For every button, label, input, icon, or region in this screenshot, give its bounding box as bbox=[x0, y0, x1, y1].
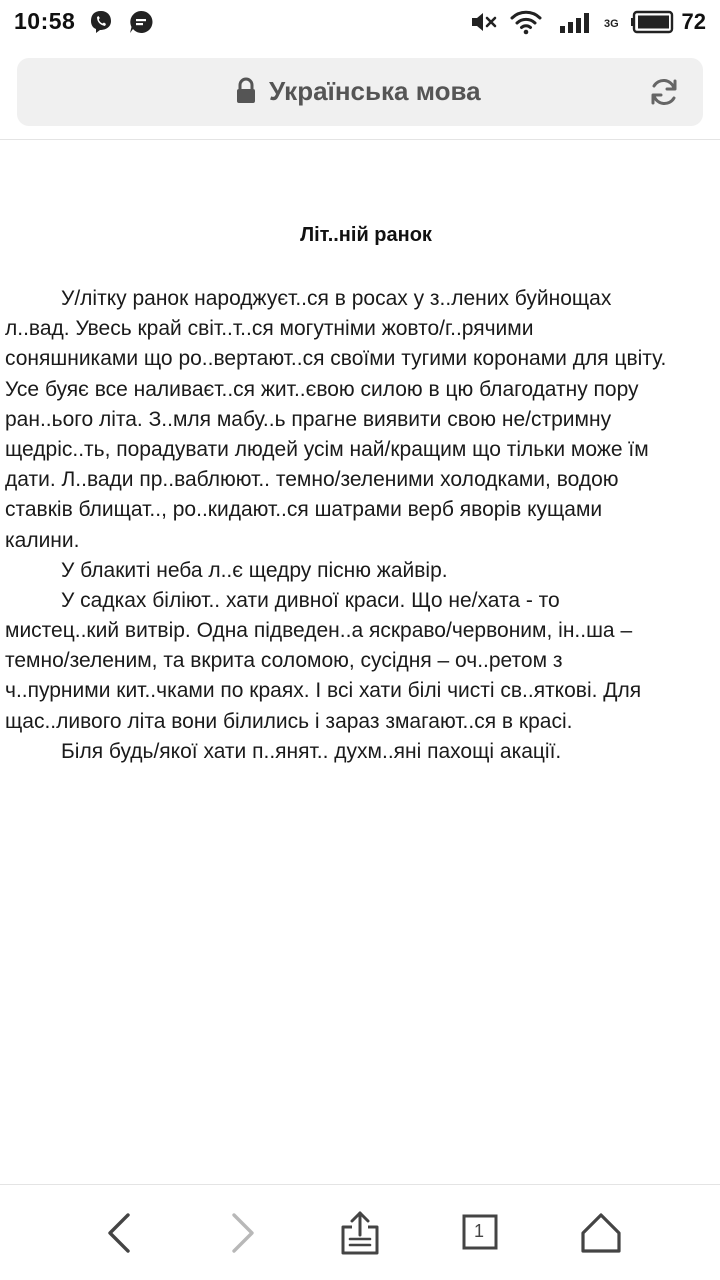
document-line: л..вад. Увесь край світ..т..ся могутніми жовто/г..рячими bbox=[5, 317, 534, 341]
document-body bbox=[5, 284, 720, 767]
forward-button[interactable] bbox=[218, 1209, 266, 1257]
reload-icon[interactable] bbox=[647, 75, 681, 114]
3g-icon: 3G bbox=[604, 18, 619, 30]
tab-count: 1 bbox=[473, 1221, 484, 1241]
document-line: Усе буяє все наливаєт..ся жит..євою силою в цю благодатну пору bbox=[5, 377, 639, 401]
viber-icon bbox=[88, 9, 114, 40]
document-line: темно/зеленим, та вкрита соломою, сусідня – оч..ретом з bbox=[5, 649, 563, 673]
chevron-left-icon bbox=[96, 1209, 144, 1257]
document-line: ставків блищат.., ро..кидают..ся шатрами верб яворів кущами bbox=[5, 498, 603, 522]
document-line: соняшниками що ро..вертают..ся своїми тугими коронами для цвіту. bbox=[5, 347, 667, 371]
status-bar bbox=[0, 0, 720, 44]
document-line: щас..ливого літа вони білились і зараз змагают..ся в красі. bbox=[5, 709, 573, 733]
document-line: ч..пурними кит..чками по краях. І всі хати білі чисті св..яткові. Для bbox=[5, 679, 642, 703]
battery-icon bbox=[630, 10, 676, 39]
document-line: ран..ього літа. З..мля мабу..ь прагне виявити свою не/стримну bbox=[5, 407, 612, 431]
bottom-toolbar bbox=[0, 1185, 720, 1280]
document-line: У/літку ранок народжуєт..ся в росах у з..лених буйнощах bbox=[61, 287, 612, 310]
page-title: Українська мова bbox=[269, 76, 481, 106]
document-line: дати. Л..вади пр..ваблюют.. темно/зеленими холодками, водою bbox=[5, 468, 619, 492]
share-icon bbox=[336, 1209, 384, 1257]
mute-icon bbox=[470, 10, 498, 39]
document-line: У садках біліют.. хати дивної краси. Що не/хата - то bbox=[61, 588, 560, 612]
back-button[interactable] bbox=[96, 1209, 144, 1257]
chevron-right-icon bbox=[218, 1209, 266, 1257]
status-time: 10:58 bbox=[14, 8, 76, 34]
share-button[interactable] bbox=[336, 1209, 384, 1257]
document-title: Літ..ній ранок bbox=[300, 224, 432, 246]
document-line: мистец..кий витвір. Одна підведен..а яскраво/червоним, ін..ша – bbox=[5, 619, 633, 643]
home-icon bbox=[577, 1209, 625, 1257]
document-line: калини. bbox=[5, 528, 80, 552]
document-line: У блакиті неба л..є щедру пісню жайвір. bbox=[61, 558, 448, 582]
signal-icon bbox=[558, 10, 598, 39]
home-button[interactable] bbox=[577, 1209, 625, 1257]
address-bar[interactable] bbox=[17, 58, 703, 126]
document-line: Біля будь/якої хати п..янят.. духм..яні пахощі акації. bbox=[61, 739, 562, 763]
wifi-icon bbox=[510, 9, 542, 40]
lock-icon bbox=[235, 77, 257, 110]
tabs-button[interactable] bbox=[462, 1214, 510, 1262]
document-line: щедріс..ть, порадувати людей усім най/кращим що тільки може їм bbox=[5, 437, 649, 461]
chat-bubble-icon bbox=[128, 9, 154, 40]
battery-level: 72 bbox=[681, 9, 706, 34]
document-view[interactable] bbox=[0, 140, 720, 1185]
